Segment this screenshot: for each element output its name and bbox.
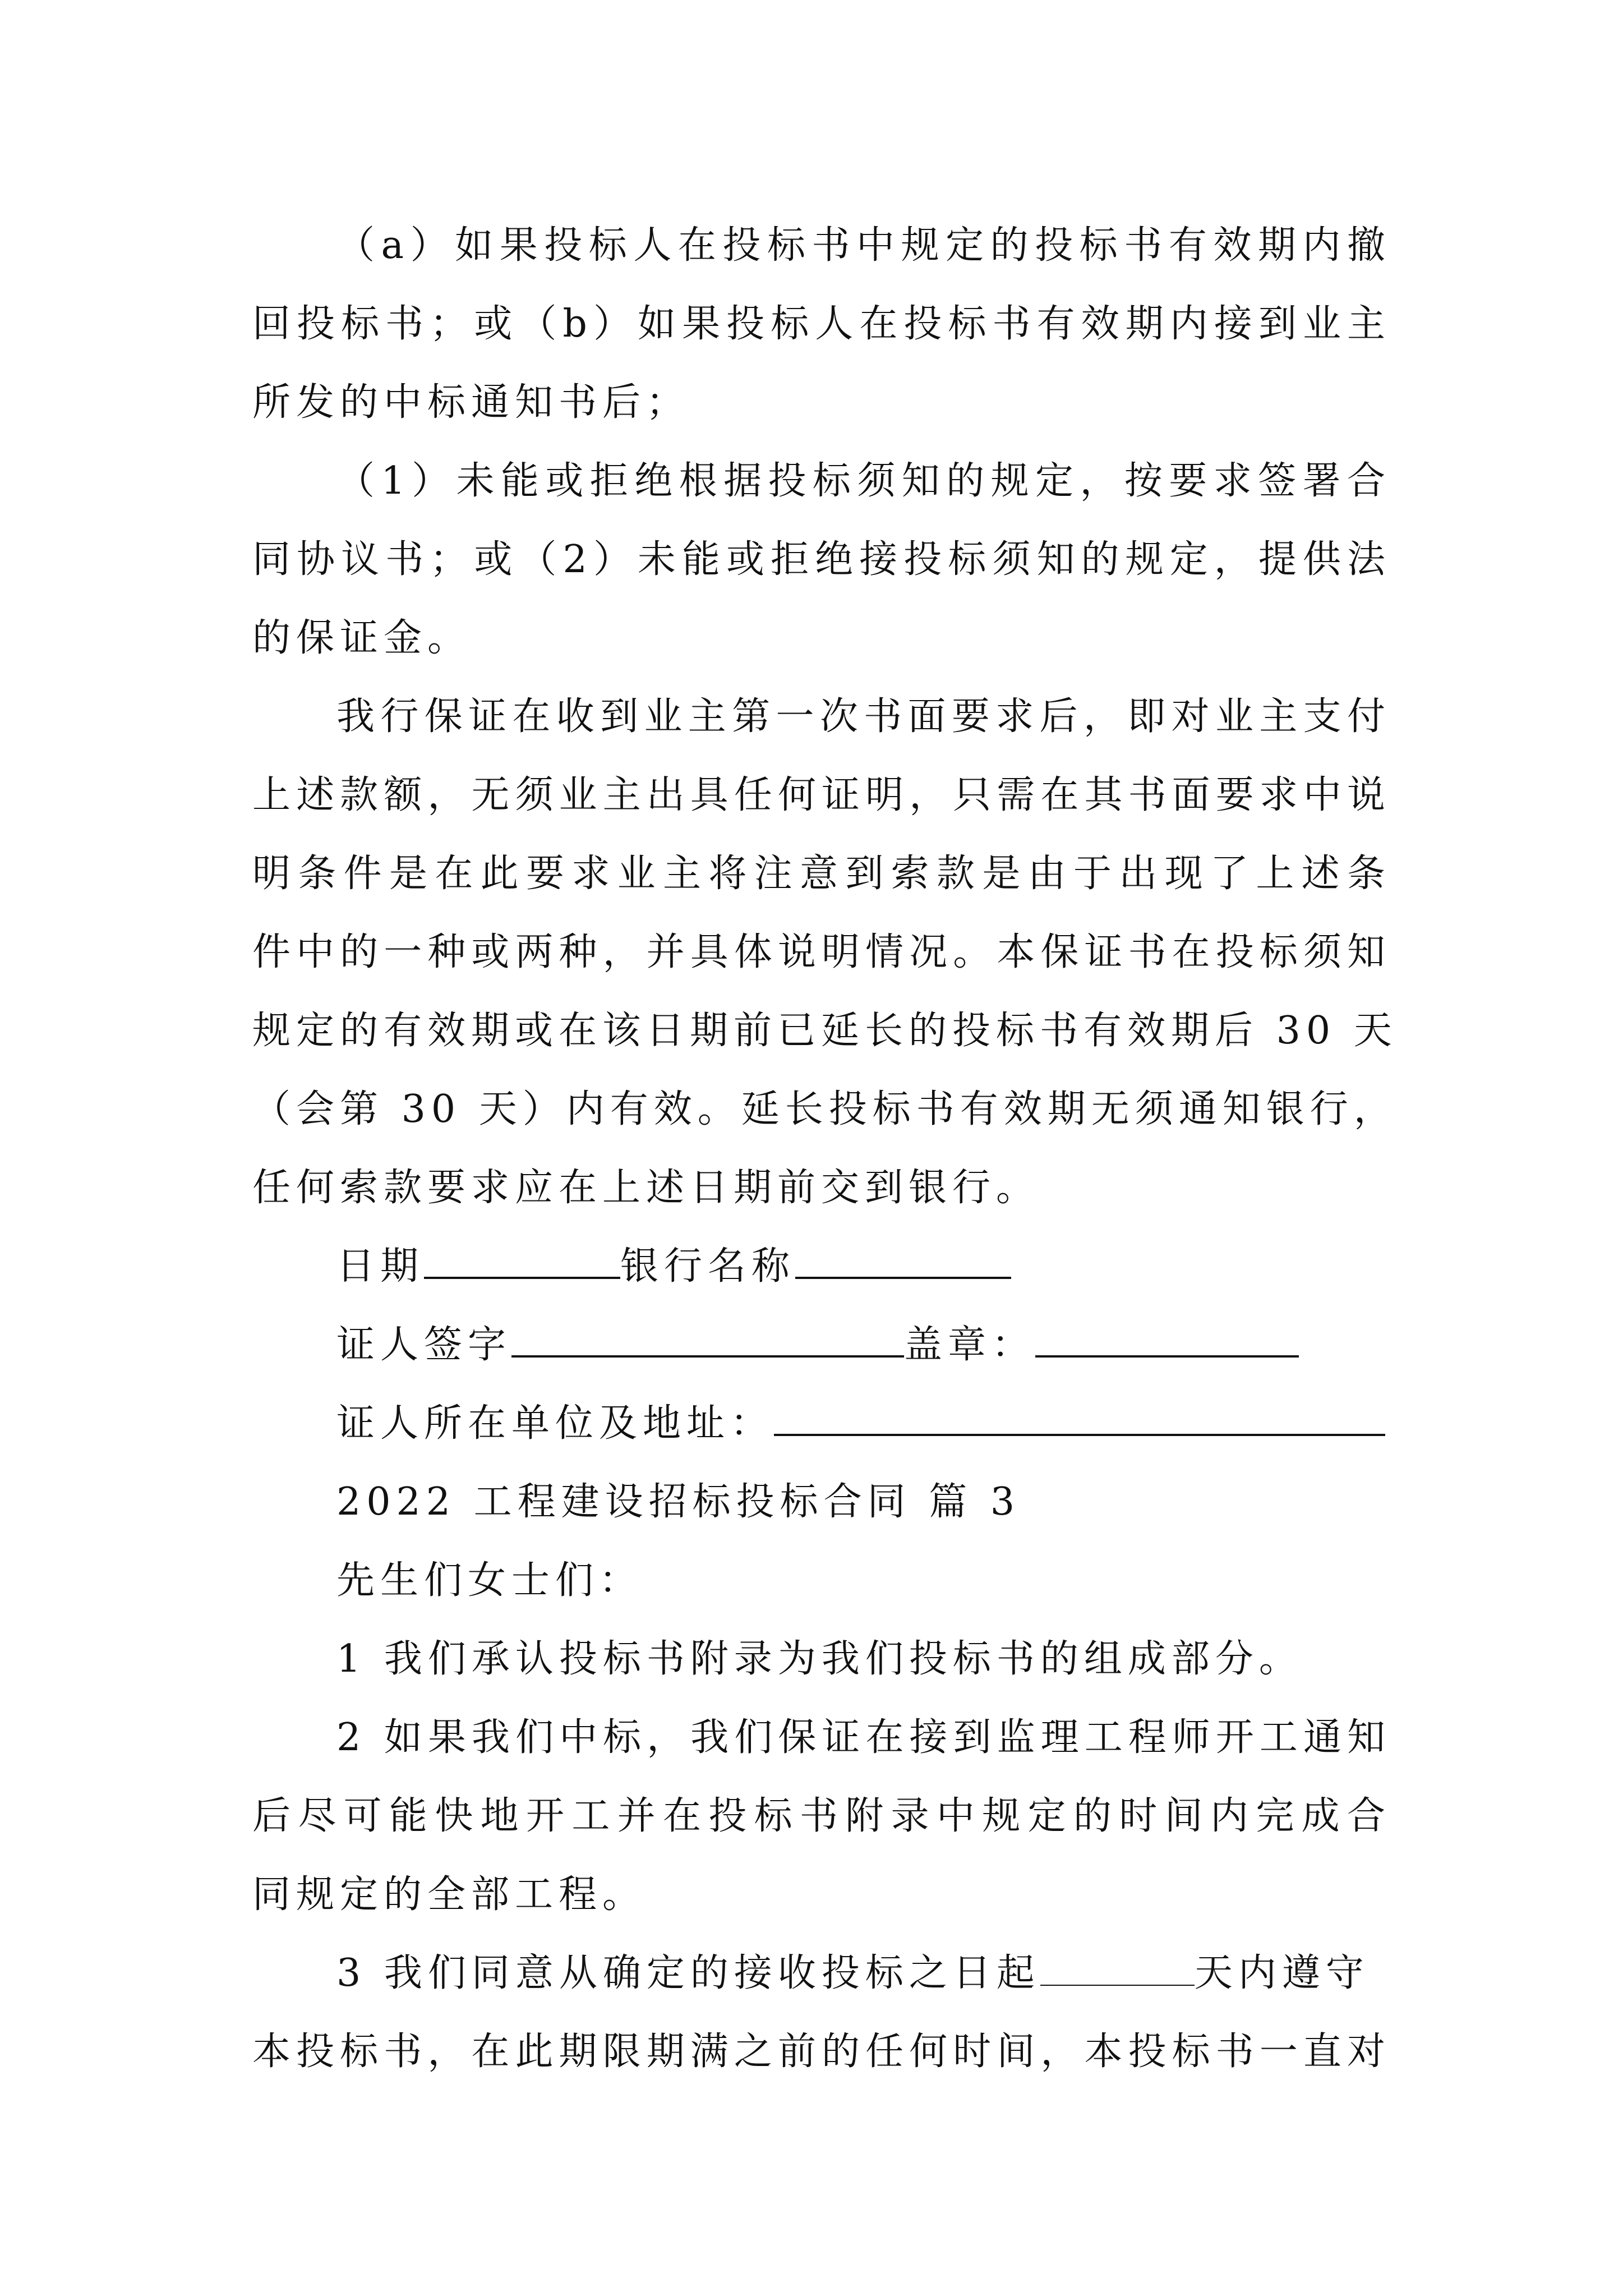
text-line: 同规定的全部工程。 xyxy=(252,1872,647,1917)
item-3-text-after: 天内遵守 xyxy=(1194,1951,1370,1995)
salutation: 先生们女士们： xyxy=(336,1558,643,1603)
signature-line-date-bank xyxy=(252,1227,1391,1306)
text-line: 的保证金。 xyxy=(252,616,472,660)
witness-address-label: 证人所在单位及地址： xyxy=(336,1401,774,1446)
text-line: 回投标书；或（b）如果投标人在投标书有效期内接到业主 xyxy=(252,302,1391,346)
bank-name-label: 银行名称 xyxy=(620,1244,796,1289)
section-title: 2022 工程建设招标投标合同 篇 3 xyxy=(336,1480,1021,1524)
witness-address-blank xyxy=(774,1395,1385,1436)
text-line: 后尽可能快地开工并在投标书附录中规定的时间内完成合 xyxy=(252,1794,1391,1838)
text-line: 本投标书，在此期限期满之前的任何时间，本投标书一直对 xyxy=(252,2030,1391,2074)
text-line: （会第 30 天）内有效。延长投标书有效期无须通知银行， xyxy=(252,1087,1398,1131)
text-line: 所发的中标通知书后； xyxy=(252,380,690,425)
signature-line-witness-seal xyxy=(252,1306,1391,1384)
item-3-text-before: 3 我们同意从确定的接收投标之日起 xyxy=(336,1951,1040,1995)
text-line: 我行保证在收到业主第一次书面要求后，即对业主支付 xyxy=(336,694,1391,739)
text-line: 同协议书；或（2）未能或拒绝接投标须知的规定，提供法 xyxy=(252,537,1391,582)
witness-signature-blank xyxy=(511,1316,904,1358)
text-line: （1）未能或拒绝根据投标须知的规定，按要求签署合 xyxy=(336,459,1391,503)
text-line: 上述款额，无须业主出具任何证明，只需在其书面要求中说 xyxy=(252,773,1391,817)
text-line: 2 如果我们中标，我们保证在接到监理工程师开工通知 xyxy=(336,1715,1391,1760)
item-3-first-line xyxy=(252,1934,1391,2013)
seal-blank xyxy=(1035,1316,1299,1358)
signature-line-address xyxy=(252,1384,1391,1463)
text-line: 1 我们承认投标书附录为我们投标书的组成部分。 xyxy=(336,1637,1303,1681)
text-line: （a）如果投标人在投标书中规定的投标书有效期内撤 xyxy=(336,223,1391,268)
text-line: 明条件是在此要求业主将注意到索款是由于出现了上述条 xyxy=(252,852,1391,896)
days-blank xyxy=(1040,1945,1195,1986)
seal-label: 盖章： xyxy=(904,1323,1036,1367)
witness-signature-label: 证人签字 xyxy=(336,1323,512,1367)
text-line: 规定的有效期或在该日期前已延长的投标书有效期后 30 天 xyxy=(252,1009,1398,1053)
date-blank xyxy=(424,1237,620,1279)
date-label: 日期 xyxy=(336,1244,425,1289)
text-line: 件中的一种或两种，并具体说明情况。本保证书在投标须知 xyxy=(252,930,1391,974)
text-line: 任何索款要求应在上述日期前交到银行。 xyxy=(252,1166,1040,1210)
bank-name-blank xyxy=(795,1237,1011,1279)
